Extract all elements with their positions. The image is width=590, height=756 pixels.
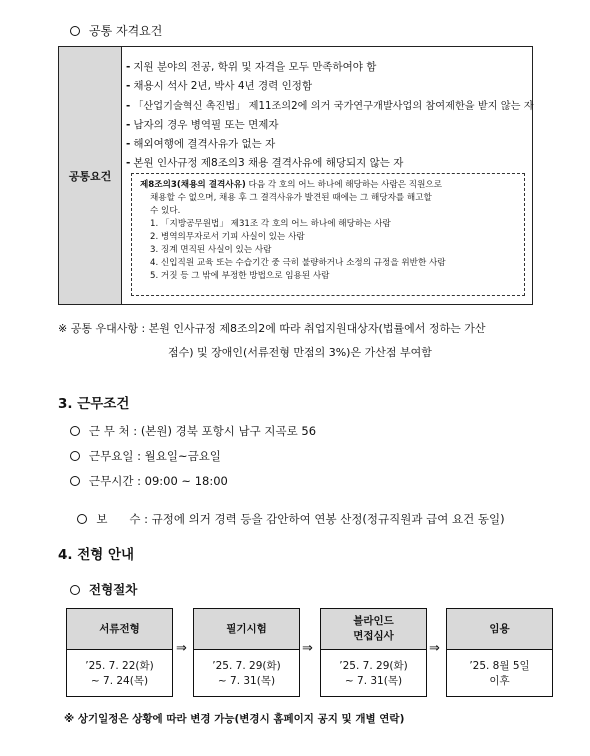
work-row: 근무요일 : 월요일~금요일 [70, 448, 221, 464]
requirement-item: - 해외여행에 결격사유가 없는 자 [126, 138, 276, 150]
step-name: 임용 [447, 609, 552, 650]
step-date: ’25. 7. 22(화) ~ 7. 24(목) [85, 659, 154, 687]
step-date: ’25. 7. 29(화) ~ 7. 31(목) [339, 659, 408, 687]
step-written-exam [193, 608, 300, 697]
disqualification-intro: 제8조의3(채용의 결격사유) 다음 각 호의 어느 하나에 해당하는 사람은 직원으로 [140, 180, 443, 190]
disqualification-list-item: 2. 병역의무자로서 기피 사실이 있는 사람 [150, 232, 305, 242]
disqualification-box [131, 173, 525, 296]
arrow-icon: ⇒ [429, 641, 440, 656]
step-name: 서류전형 [67, 609, 172, 650]
step-appointment [446, 608, 553, 697]
requirements-table-header: 공통요건 [59, 47, 122, 304]
work-row: 근 무 처 : (본원) 경북 포항시 남구 지곡로 56 [70, 423, 316, 439]
requirements-table [58, 46, 533, 305]
selection-subtitle: 전형절차 [70, 580, 137, 598]
disqualification-list-item: 4. 신입직원 교육 또는 수습기간 중 극히 불량하거나 소정의 규정을 위반한 사람 [150, 258, 446, 268]
disqualification-list-item: 3. 징계 면직된 사실이 있는 사람 [150, 245, 272, 255]
preference-note-line2: 점수) 및 장애인(서류전형 만점의 3%)은 가산점 부여함 [168, 346, 432, 359]
arrow-icon: ⇒ [176, 641, 187, 656]
circle-bullet-icon [70, 426, 80, 436]
circle-bullet-icon [77, 514, 87, 524]
requirement-item: - 본원 인사규정 제8조의3 채용 결격사유에 해당되지 않는 자 [126, 157, 404, 169]
schedule-footnote: ※ 상기일정은 상황에 따라 변경 가능(변경시 홈페이지 공지 및 개별 연락) [64, 713, 405, 725]
step-name: 필기시험 [194, 609, 299, 650]
disqualification-intro-line: 수 있다. [150, 206, 181, 216]
disqualification-list-item: 1. 「지방공무원법」 제31조 각 호의 어느 하나에 해당하는 사람 [150, 219, 391, 229]
step-name: 블라인드 면접심사 [321, 609, 426, 650]
circle-bullet-icon [70, 585, 80, 595]
requirement-item: - 채용시 석사 2년, 박사 4년 경력 인정함 [126, 80, 313, 92]
arrow-icon: ⇒ [302, 641, 313, 656]
step-document-screening [66, 608, 173, 697]
requirement-item: - 남자의 경우 병역필 또는 면제자 [126, 119, 279, 131]
requirement-item: - 지원 분야의 전공, 학위 및 자격을 모두 만족하여야 함 [126, 61, 377, 73]
circle-bullet-icon [70, 476, 80, 486]
step-date: ’25. 7. 29(화) ~ 7. 31(목) [212, 659, 281, 687]
requirement-item: - 「산업기술혁신 촉진법」 제11조의2에 의거 국가연구개발사업의 참여제한을 받지 않는 자 [126, 101, 534, 112]
disqualification-list-item: 5. 거짓 등 그 밖에 부정한 방법으로 임용된 사람 [150, 271, 330, 281]
selection-section-title: 4. 전형 안내 [58, 547, 135, 563]
step-blind-interview [320, 608, 427, 697]
work-section-title: 3. 근무조건 [58, 396, 130, 412]
step-date: ’25. 8월 5일 이후 [469, 659, 530, 687]
preference-note-line1: ※ 공통 우대사항 : 본원 인사규정 제8조의2에 따라 취업지원대상자(법률에서 정하는 가산 [58, 322, 486, 335]
common-heading: 공통 자격요건 [70, 22, 162, 39]
work-row: 근무시간 : 09:00 ~ 18:00 [70, 473, 228, 489]
disqualification-intro-line: 채용할 수 없으며, 채용 후 그 결격사유가 발견된 때에는 그 해당자를 해고할 [150, 193, 432, 203]
work-row: 보 수 : 규정에 의거 경력 등을 감안하여 연봉 산정(정규직원과 급여 요건 동일) [70, 497, 505, 527]
circle-bullet-icon [70, 451, 80, 461]
circle-bullet-icon [70, 26, 80, 36]
